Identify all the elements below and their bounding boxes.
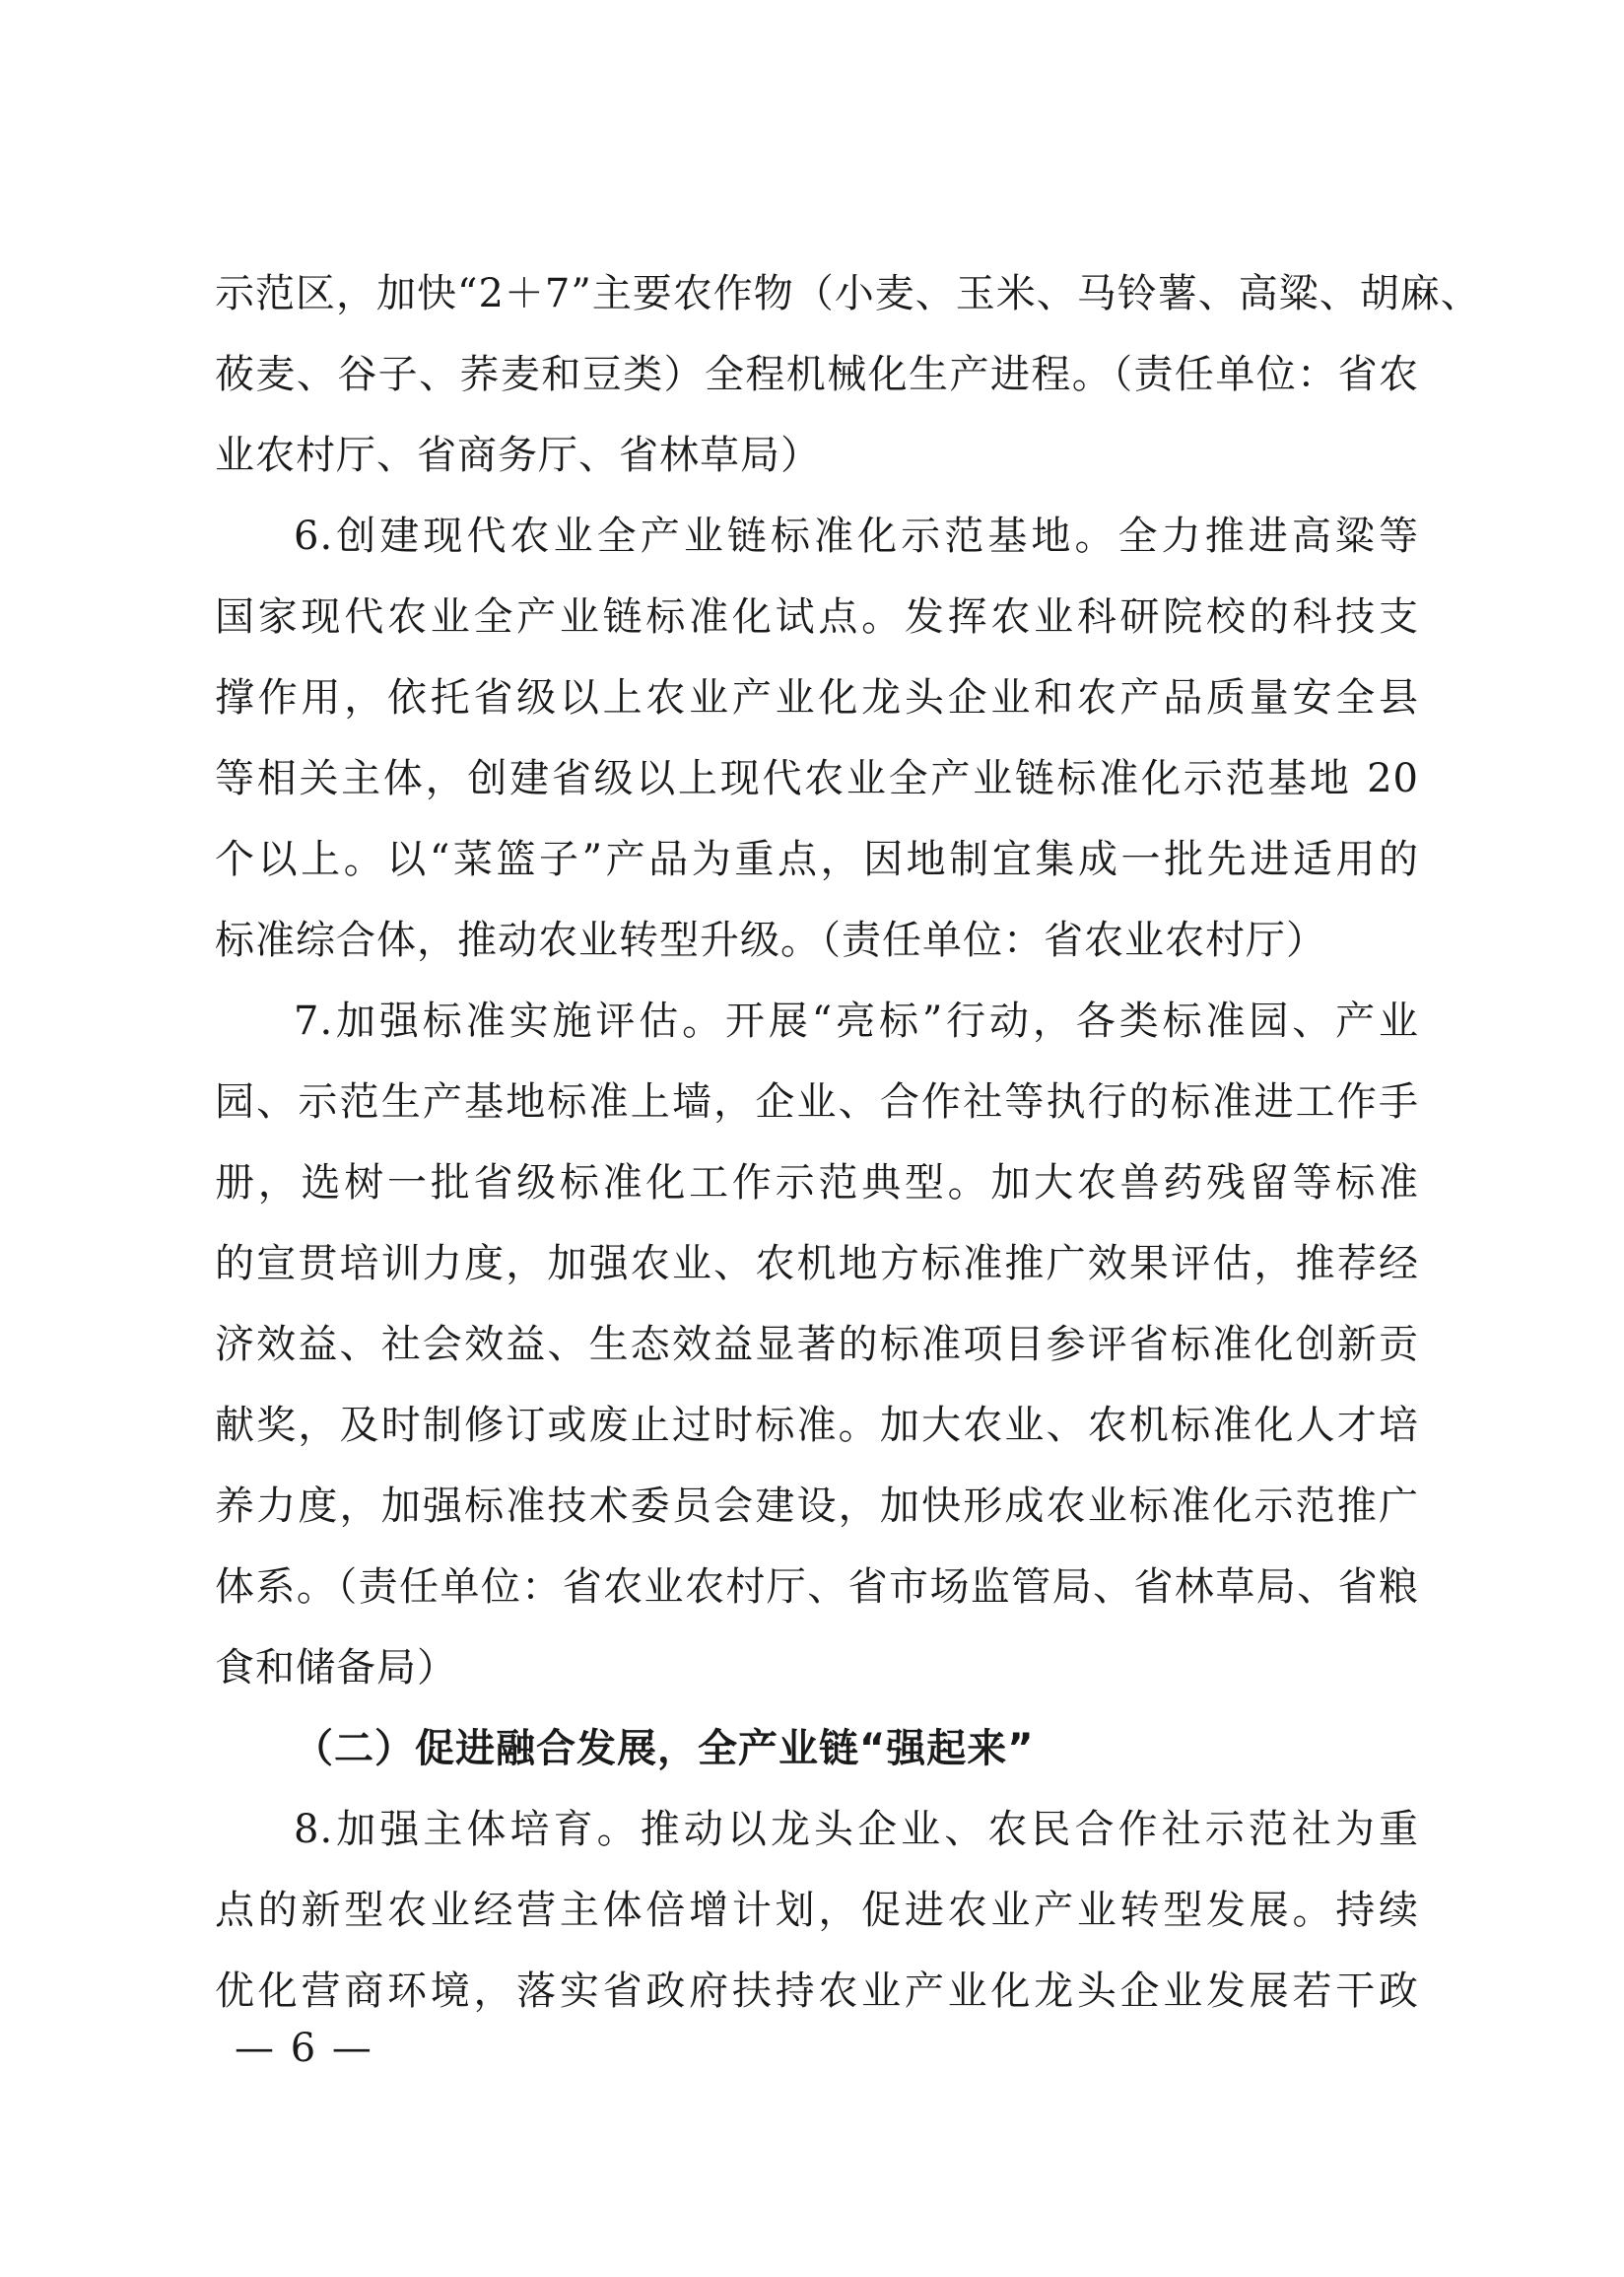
body-text-line: 等相关主体，创建省级以上现代农业全产业链标准化示范基地 20 bbox=[215, 756, 1419, 801]
body-text-line: 莜麦、谷子、荞麦和豆类）全程机械化生产进程。（责任单位：省农 bbox=[215, 352, 1419, 397]
body-text-line: 个以上。以“菜篮子”产品为重点，因地制宜集成一批先进适用的 bbox=[215, 837, 1419, 882]
page-number: — 6 — bbox=[235, 2026, 373, 2071]
body-text-line: 优化营商环境，落实省政府扶持农业产业化龙头企业发展若干政 bbox=[215, 1968, 1419, 2014]
body-text-line: 点的新型农业经营主体倍增计划，促进农业产业转型发展。持续 bbox=[215, 1888, 1419, 1933]
section-heading: （二）促进融合发展，全产业链“强起来” bbox=[294, 1726, 1035, 1771]
body-text-line: 园、示范生产基地标准上墙，企业、合作社等执行的标准进工作手 bbox=[215, 1079, 1419, 1125]
body-text-line: 食和储备局） bbox=[215, 1645, 457, 1690]
body-text-line: 标准综合体，推动农业转型升级。（责任单位：省农业农村厅） bbox=[215, 918, 1326, 963]
body-text-line: 献奖，及时制修订或废止过时标准。加大农业、农机标准化人才培 bbox=[215, 1403, 1419, 1448]
body-text-line: 养力度，加强标准技术委员会建设，加快形成农业标准化示范推广 bbox=[215, 1484, 1419, 1529]
item-6-text-line: 6.创建现代农业全产业链标准化示范基地。全力推进高粱等 bbox=[294, 514, 1419, 559]
body-text-line: 的宣贯培训力度，加强农业、农机地方标准推广效果评估，推荐经 bbox=[215, 1241, 1419, 1286]
body-text-line: 示范区，加快“2＋7”主要农作物（小麦、玉米、马铃薯、高粱、胡麻、 bbox=[215, 271, 1481, 316]
body-text-line: 册，选树一批省级标准化工作示范典型。加大农兽药残留等标准 bbox=[215, 1160, 1419, 1206]
body-text-line: 业农村厅、省商务厅、省林草局） bbox=[215, 433, 821, 478]
item-8-text-line: 8.加强主体培育。推动以龙头企业、农民合作社示范社为重 bbox=[294, 1807, 1419, 1852]
body-text-line: 济效益、社会效益、生态效益显著的标准项目参评省标准化创新贡 bbox=[215, 1322, 1419, 1367]
body-text-line: 体系。（责任单位：省农业农村厅、省市场监管局、省林草局、省粮 bbox=[215, 1564, 1419, 1610]
body-text-line: 撑作用，依托省级以上农业产业化龙头企业和农产品质量安全县 bbox=[215, 675, 1419, 721]
body-text-line: 国家现代农业全产业链标准化试点。发挥农业科研院校的科技支 bbox=[215, 594, 1419, 640]
item-7-text-line: 7.加强标准实施评估。开展“亮标”行动，各类标准园、产业 bbox=[294, 999, 1419, 1044]
